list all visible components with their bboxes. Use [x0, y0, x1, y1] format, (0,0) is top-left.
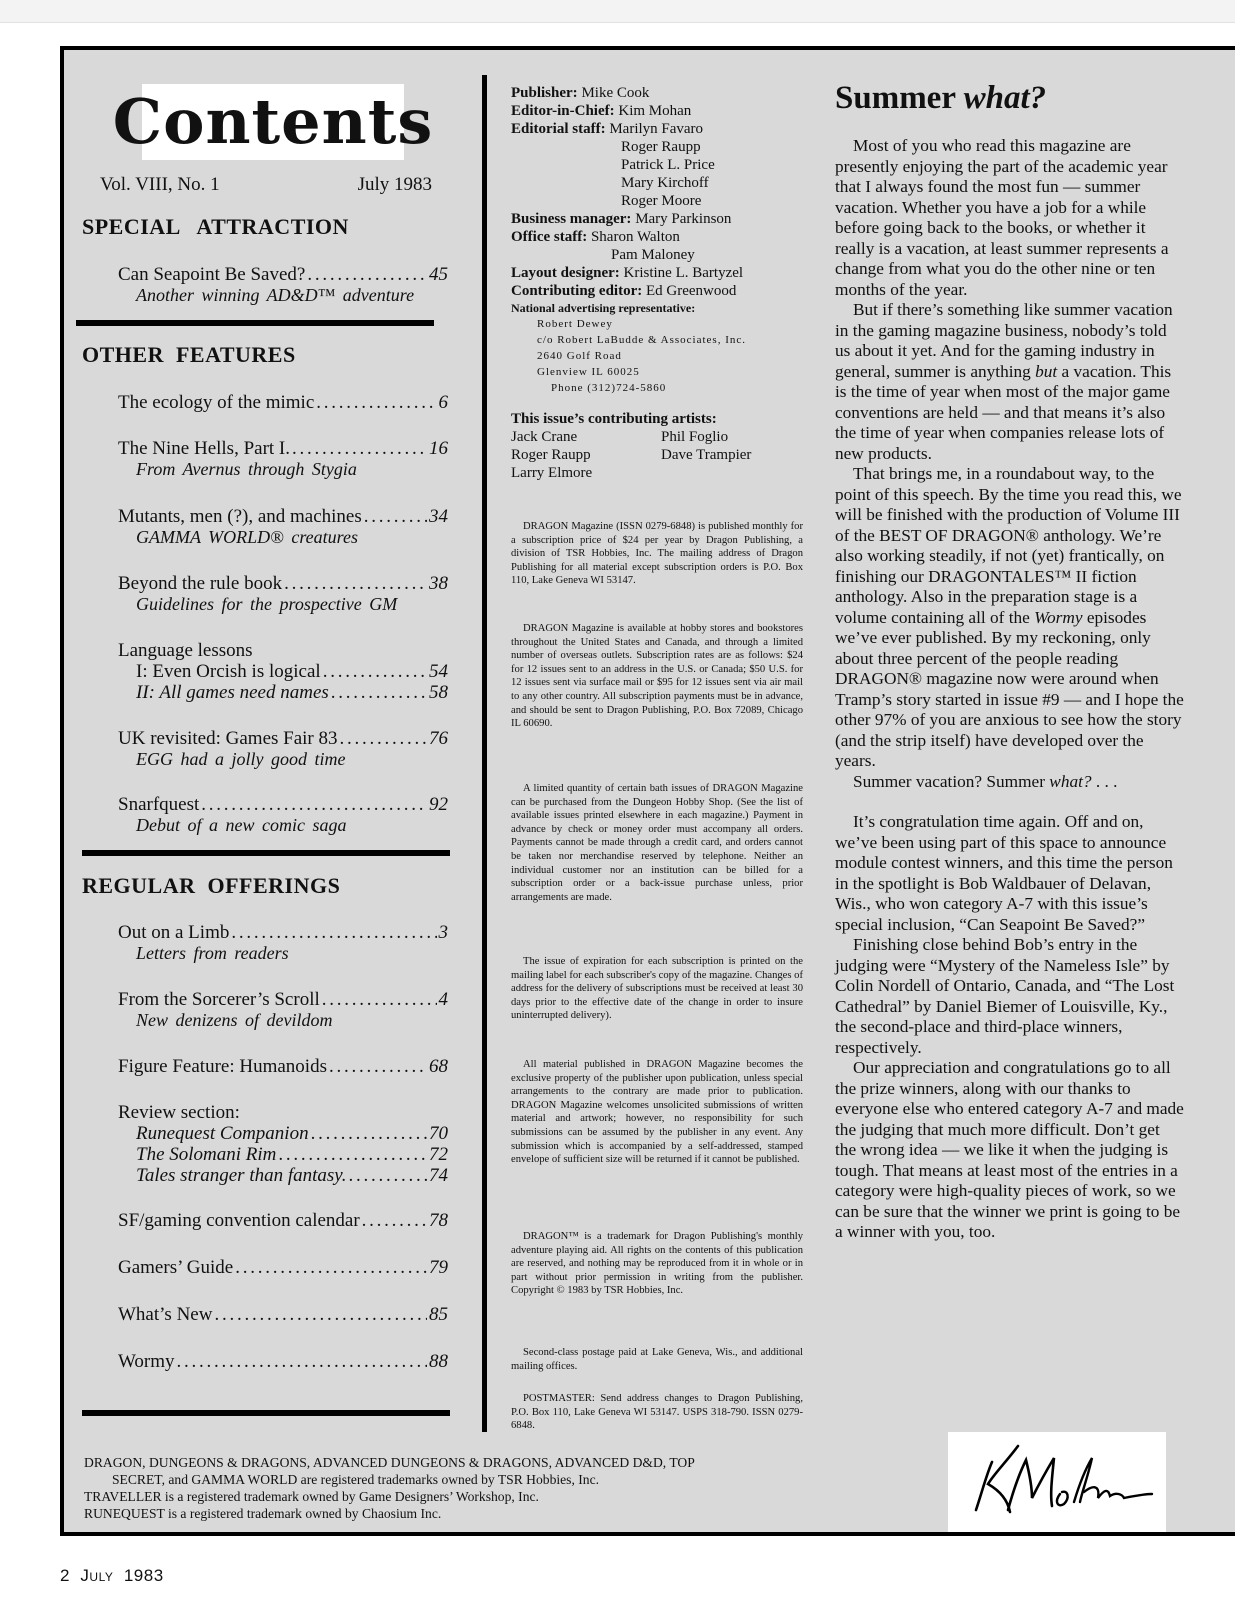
fineprint-paragraph: All material published in DRAGON Magazine becomes the exclusive property of the publisher upon publication, unless special arrangements to the contrary are made prior to publication. DRAGON Magazine welcomes unsolicited submissions of written material and artwork; however, no responsibility for such submissions can be assumed by the publisher in any event. Any submission which is accompanied by a self-addressed, stamped envelope of sufficient size will be returned if it cannot be published.	[511, 1059, 803, 1166]
toc-entry[interactable]: From the Sorcerer’s Scroll . . . 4 New denizens of devildom	[118, 989, 448, 1031]
trademark-notice: DRAGON, DUNGEONS & DRAGONS, ADVANCED DUNGEONS & DRAGONS, ADVANCED D&D, TOP SECRET, and GAMMA WORLD are registered trademarks owned by TSR Hobbies, Inc. TRAVELLER is a registered trademark owned by Game Designers’ Workshop, Inc. RUNEQUEST is a registered trademark owned by Chaosium Inc.	[84, 1455, 695, 1521]
toc-group-title: Language lessons	[118, 640, 253, 661]
editor-signature	[948, 1432, 1166, 1532]
toc-entry[interactable]: What’s New . . . 85	[118, 1304, 448, 1325]
contributing-artists: This issue’s contributing artists: Jack Crane Phil Foglio Roger Raupp Dave Trampier Larry Elmore	[511, 411, 752, 481]
section-divider	[82, 1410, 450, 1416]
toc-entry[interactable]: Figure Feature: Humanoids . . . 68	[118, 1056, 448, 1077]
folio-month: July	[80, 1566, 114, 1585]
editorial-body: Most of you who read this magazine are presently enjoying the part of the academic year that I always found the most fun — summer vacation. Whether you have a job for a while before going back to the books, or whether it really is a vacation, at least summer represents a change from what you do the other nine or ten months of the year. But if there’s something like summer vacation in the gaming magazine business, nobody’s told us about it yet. And for the gaming industry in general, summer is anything but a vacation. This is the time of year when most of the major game conventions are held — and that means it’s also the time of year when companies release lots of new products. That brings me, in a roundabout way, to the point of this speech. By the time you read this, we will be finished with the production of Volume III of the BEST OF DRAGON® anthology. We’re also working steadily, if not (yet) frantically, on finishing our DRAGONTALES™ II fiction anthology. Also in the preparation stage is a volume containing all of the Wormy episodes we’ve ever published. By my reckoning, only about three percent of the people reading DRAGON® magazine now were around when Tramp’s story started in issue #9 — and I hope the other 97% of you are anxious to see how the story (and the strip itself) have developed over the years. Summer vacation? Summer what? . . . It’s congratulation time again. Off and on, we’ve been using part of this space to announce module contest winners, and this time the person in the spotlight is Bob Waldbauer of Delavan, Wis., who won category A-7 with this issue’s special inclusion, “Can Seapoint Be Saved?” Finishing close behind Bob’s entry in the judging were “Mystery of the Nameless Isle” by Colin Nordell of Ontario, Canada, and “The Lost Cathedral” by Daniel Biemer of Louisville, Ky., the second-place and third-place winners, respectively. Our appreciation and congratulations go to all the prize winners, along with our thanks to everyone else who entered category A-7 and made the judging that much more difficult. Don’t get the wrong idea — we like it when the judging is tough. That means at least most of the entries in a category were high-quality pieces of work, so we can be sure that the winner we print is going to be a winner with you, too.	[835, 136, 1184, 1241]
section-divider	[76, 320, 434, 326]
section-heading-other: OTHER FEATURES	[82, 342, 296, 367]
toc-entry-group	[118, 640, 448, 703]
toc-entry[interactable]: UK revisited: Games Fair 83 . . . 76 EGG had a jolly good time	[118, 728, 448, 770]
toc-entry[interactable]: The ecology of the mimic . . . 6	[118, 392, 448, 413]
volume-number: Vol. VIII, No. 1	[100, 174, 220, 195]
toc-entry[interactable]: Out on a Limb . . . 3 Letters from readers	[118, 922, 448, 964]
masthead: Publisher: Mike Cook Editor-in-Chief: Kim Mohan Editorial staff: Marilyn Favaro Roger Raupp Patrick L. Price Mary Kirchoff Roger Moore Business manager: Mary Parkinson Office staff: Sharon Walton Pam Maloney Layout designer: Kristine L. Bartyzel Contributing editor: Ed Greenwood National advertising representative: Robert Dewey c/o Robert LaBudde & Associates, Inc. 2640 Golf Road Glenview IL 60025 Phone (312)724-5860 This issue’s contributing artists: Jack Crane Phil Foglio Roger Raupp Dave Trampier Larry Elmore	[511, 84, 811, 482]
fineprint-paragraph: POSTMASTER: Send address changes to Dragon Publishing, P.O. Box 110, Lake Geneva WI 53147. USPS 318-790. ISSN 0279-6848.	[511, 1393, 803, 1432]
fineprint-paragraph: Second-class postage paid at Lake Geneva, Wis., and additional mailing offices.	[511, 1347, 803, 1372]
fineprint-paragraph: DRAGON™ is a trademark for Dragon Publishing's monthly adventure playing aid. All rights on the contents of this publication are reserved, and nothing may be reproduced from it in whole or in part without prior permission in writing from the publisher. Copyright © 1983 by TSR Hobbies, Inc.	[511, 1231, 803, 1297]
toc-entry[interactable]: Can Seapoint Be Saved? . . . 45 Another winning AD&D™ adventure	[118, 264, 448, 306]
fineprint-paragraph: The issue of expiration for each subscription is printed on the mailing label for each subscriber's copy of the magazine. Changes of address for the delivery of subscriptions must be received at least 30 days prior to the effective date of the change in order to insure uninterrupted delivery).	[511, 956, 803, 1022]
page-folio	[60, 1566, 164, 1586]
page-number: 2	[60, 1566, 70, 1585]
contents-logo: Contents	[112, 85, 434, 158]
toc-entry[interactable]: SF/gaming convention calendar . . . 78	[118, 1210, 448, 1231]
toc-entry[interactable]: Wormy . . . 88	[118, 1351, 448, 1372]
toc-entry-group	[118, 1102, 448, 1186]
viewer-top-bar	[0, 0, 1235, 23]
fineprint-paragraph: DRAGON Magazine is available at hobby stores and bookstores throughout the United States and Canada, and through a limited number of overseas outlets. Subscription rates are as follows: $24 for 12 issues sent to an address in the U.S. or Canada; $50 U.S. for 12 issues sent via surface mail or $95 for 12 issues sent via air mail to any other country. All subscription payments must be in advance, and should be sent to Dragon Publishing, P.O. Box 72089, Chicago IL 60690.	[511, 623, 803, 730]
fineprint-paragraph: A limited quantity of certain bath issues of DRAGON Magazine can be purchased from the Dungeon Hobby Shop. (See the list of available issues printed elsewhere in each magazine.) Payment in advance by check or money order must accompany all orders. Payments cannot be made through a credit card, and orders cannot be taken nor merchandise reserved by telephone. Neither an individual customer nor an institution can be billed for a subscription order or a back-issue purchase unless, prior arrangements are made.	[511, 783, 803, 903]
toc-entry[interactable]: Gamers’ Guide . . . 79	[118, 1257, 448, 1278]
toc-entry[interactable]: Beyond the rule book . . . 38 Guidelines for the prospective GM	[118, 573, 448, 615]
toc-subentry[interactable]: Tales stranger than fantasy. . . . 74	[118, 1165, 448, 1186]
editorial-title: Summer what?	[835, 80, 1047, 116]
column-rule	[482, 75, 487, 1432]
fineprint-paragraph: DRAGON Magazine (ISSN 0279-6848) is published monthly for a subscription price of $24 per year by Dragon Publishing, a division of TSR Hobbies, Inc. The mailing address of Dragon Publishing for all material except subscription orders is P.O. Box 110, Lake Geneva WI 53147.	[511, 521, 803, 587]
issue-line	[100, 174, 432, 196]
toc-entry[interactable]: The Nine Hells, Part I. . . . 16 From Avernus through Stygia	[118, 438, 448, 480]
section-heading-special: SPECIAL ATTRACTION	[82, 214, 349, 239]
toc-subentry[interactable]: The Solomani Rim . . . 72	[118, 1144, 448, 1165]
toc-subentry[interactable]: Runequest Companion . . . 70	[118, 1123, 448, 1144]
issue-date: July 1983	[357, 174, 432, 195]
section-heading-regular: REGULAR OFFERINGS	[82, 873, 341, 898]
toc-group-title: Review section:	[118, 1102, 240, 1123]
folio-year: 1983	[123, 1566, 164, 1585]
toc-entry[interactable]: Mutants, men (?), and machines . . . 34 GAMMA WORLD® creatures	[118, 506, 448, 548]
section-divider	[82, 850, 450, 856]
toc-subentry[interactable]: II: All games need names . . . 58	[118, 682, 448, 703]
toc-entry[interactable]: Snarfquest . . . 92 Debut of a new comic saga	[118, 794, 448, 836]
toc-subentry[interactable]: I: Even Orcish is logical . . . 54	[118, 661, 448, 682]
